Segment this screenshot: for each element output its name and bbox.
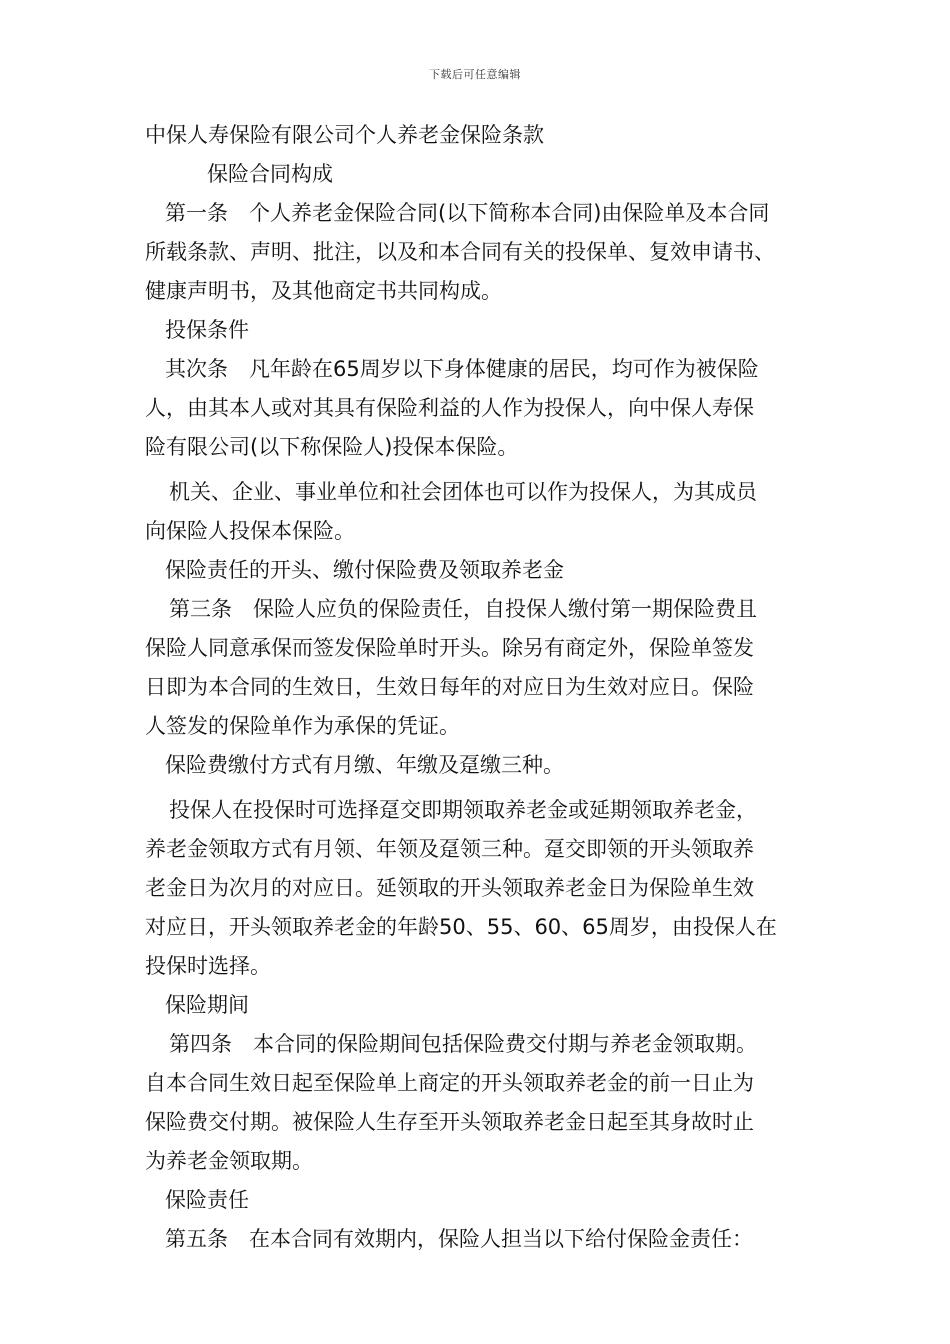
article-3-line: 保险人同意承保而签发保险单时开头。除另有商定外，保险单签发 xyxy=(145,636,754,660)
article-2-line: 险有限公司(以下称保险人)投保本保险。 xyxy=(145,435,519,459)
page-header: 下载后可任意编辑 xyxy=(429,68,521,81)
paragraph-line: 投保时选择。 xyxy=(145,954,271,978)
article-1-line: 第一条 个人养老金保险合同(以下简称本合同)由保险单及本合同 xyxy=(165,201,770,225)
document-title: 中保人寿保险有限公司个人养老金保险条款 xyxy=(145,123,544,147)
article-1 xyxy=(145,194,825,311)
article-4-line: 自本合同生效日起至保险单上商定的开头领取养老金的前一日止为 xyxy=(145,1071,754,1095)
article-5-line: 第五条 在本合同有效期内，保险人担当以下给付保险金责任： xyxy=(165,1227,753,1251)
paragraph-line: 老金日为次月的对应日。延领取的开头领取养老金日为保险单生效 xyxy=(145,876,754,900)
article-4 xyxy=(145,1025,825,1181)
article-2 xyxy=(145,350,825,467)
article-3-paragraph-2: 保险费缴付方式有月缴、年缴及趸缴三种。 xyxy=(165,753,564,777)
article-2-line: 人，由其本人或对其具有保险利益的人作为投保人，向中保人寿保 xyxy=(145,396,754,420)
article-3 xyxy=(145,590,825,746)
section-heading-contract: 保险合同构成 xyxy=(207,162,333,186)
article-4-line: 保险费交付期。被保险人生存至开头领取养老金日起至其身故时止 xyxy=(145,1110,754,1134)
article-2-line: 其次条 凡年龄在65周岁以下身体健康的居民，均可作为被保险 xyxy=(165,357,759,381)
paragraph-line: 投保人在投保时可选择趸交即期领取养老金或延期领取养老金， xyxy=(169,798,757,822)
article-3-line: 第三条 保险人应负的保险责任，自投保人缴付第一期保险费且 xyxy=(169,597,757,621)
article-3-paragraph-3 xyxy=(145,791,825,986)
document-body xyxy=(145,116,825,1259)
article-3-line: 日即为本合同的生效日，生效日每年的对应日为生效对应日。保险 xyxy=(145,675,754,699)
article-1-line: 健康声明书，及其他商定书共同构成。 xyxy=(145,279,502,303)
article-4-line: 第四条 本合同的保险期间包括保险费交付期与养老金领取期。 xyxy=(169,1032,757,1056)
paragraph-line: 向保险人投保本保险。 xyxy=(145,519,355,543)
paragraph-line: 养老金领取方式有月领、年领及趸领三种。趸交即领的开头领取养 xyxy=(145,837,754,861)
article-2-paragraph-2 xyxy=(145,473,825,551)
section-heading-liability: 保险责任 xyxy=(165,1188,249,1212)
paragraph-line: 对应日，开头领取养老金的年龄50、55、60、65周岁，由投保人在 xyxy=(145,915,777,939)
section-heading-conditions: 投保条件 xyxy=(165,318,249,342)
article-1-line: 所载条款、声明、批注，以及和本合同有关的投保单、复效申请书、 xyxy=(145,240,775,264)
paragraph-line: 机关、企业、事业单位和社会团体也可以作为投保人，为其成员 xyxy=(169,480,757,504)
section-heading-liability-start: 保险责任的开头、缴付保险费及领取养老金 xyxy=(165,558,564,582)
article-4-line: 为养老金领取期。 xyxy=(145,1149,313,1173)
section-heading-period: 保险期间 xyxy=(165,993,249,1017)
article-3-line: 人签发的保险单作为承保的凭证。 xyxy=(145,714,460,738)
